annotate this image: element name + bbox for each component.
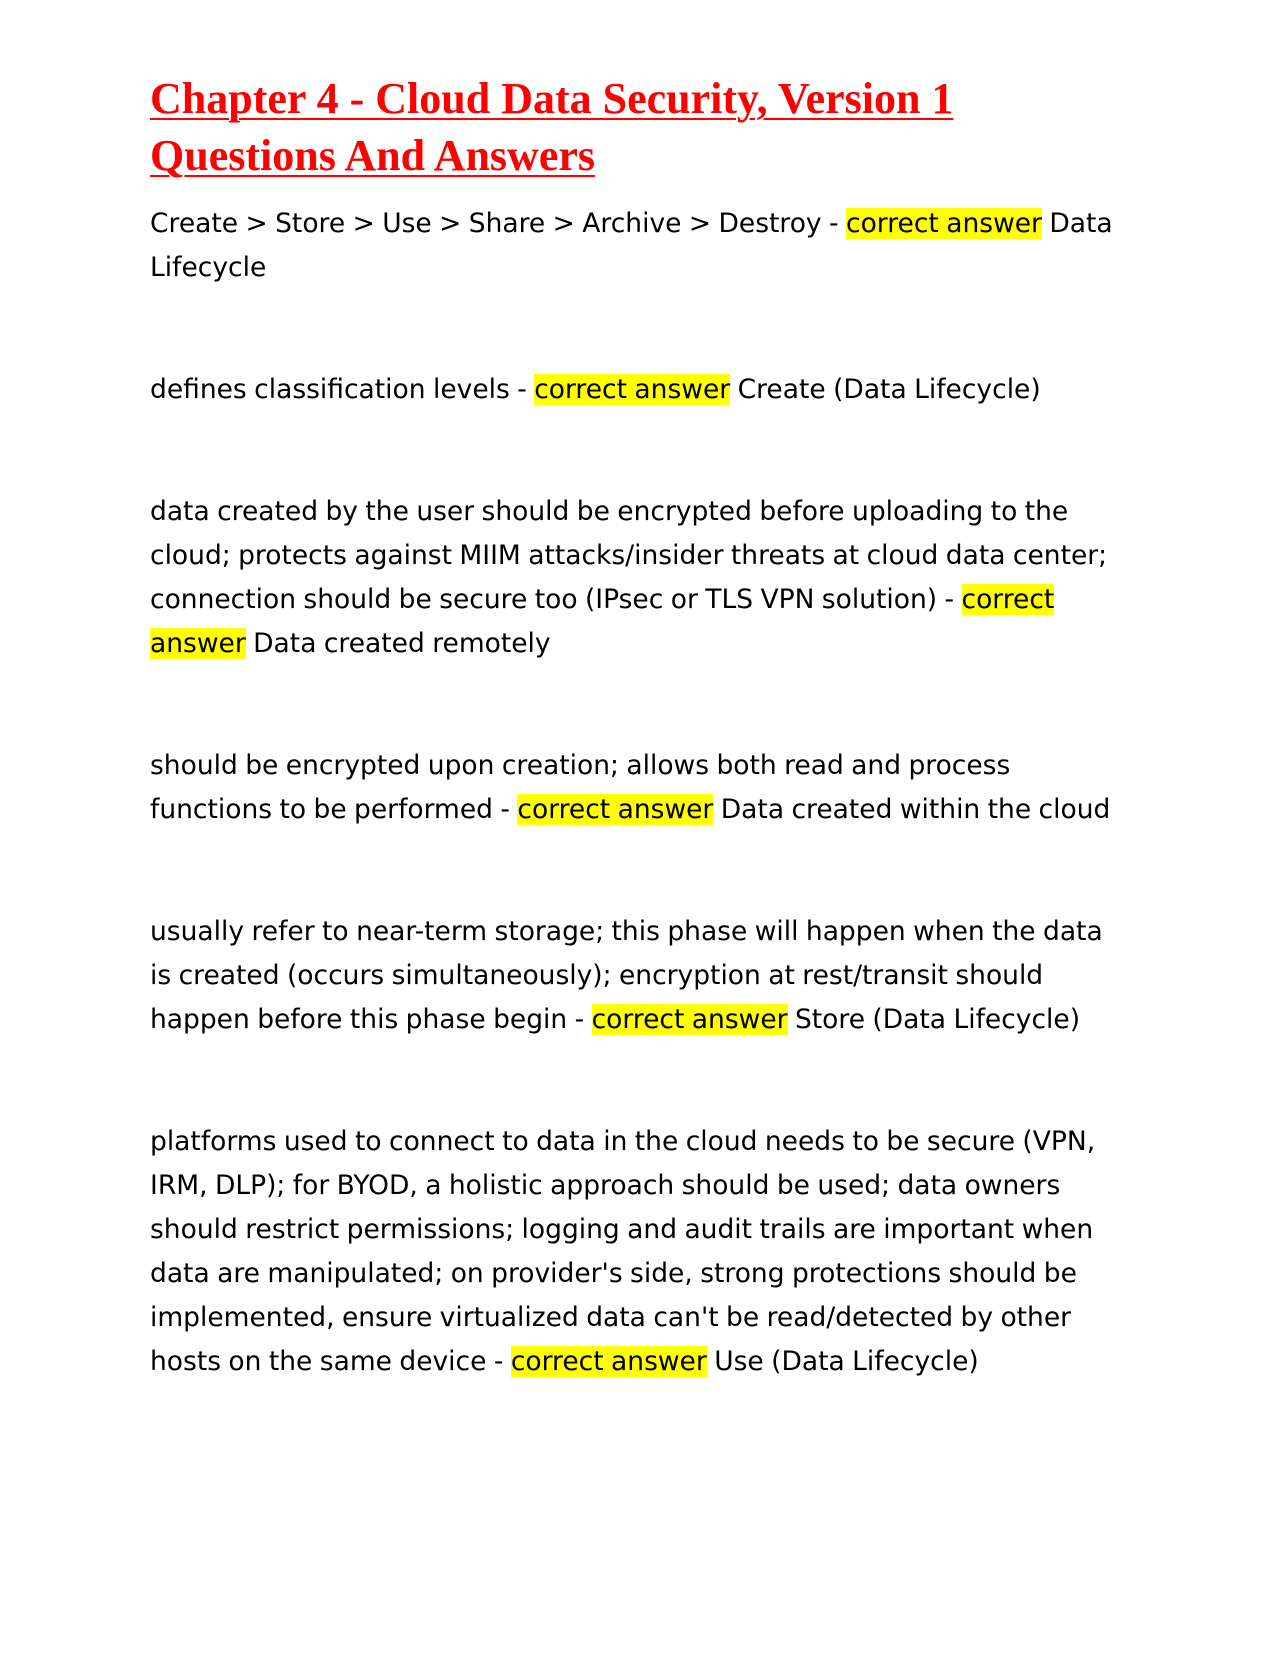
question-text: Create > Store > Use > Share > Archive > Destroy -: [150, 208, 847, 239]
question-text: data created by the user should be encrypted before uploading to the cloud; protects against MIIM attacks/insider threats at cloud data center; connection should be secure too (IPsec or TLS VPN solution) -: [150, 496, 1108, 615]
answer-text: Data created within the cloud: [720, 794, 1111, 825]
qa-item-3: [150, 490, 1130, 666]
answer-highlight: correct answer: [510, 1346, 707, 1377]
answer-text: Store (Data Lifecycle): [794, 1004, 1081, 1035]
document-page: [150, 70, 1130, 1462]
question-text: defines classification levels -: [150, 374, 535, 405]
qa-item-5: [150, 910, 1130, 1042]
question-text: usually refer to near-term storage; this phase will happen when the data is created (occurs simultaneously); encryption at rest/transit should happen before this phase begin -: [150, 916, 1103, 1035]
qa-item-6: [150, 1120, 1130, 1384]
answer-text: Data Lifecycle: [150, 208, 1113, 283]
answer-highlight: correct answer: [150, 584, 1055, 659]
qa-item-2: [150, 368, 1130, 412]
answer-highlight: correct answer: [846, 208, 1042, 239]
answer-highlight: correct answer: [591, 1004, 788, 1035]
qa-item-1: [150, 202, 1130, 290]
answer-text: Data created remotely: [253, 628, 551, 659]
answer-highlight: correct answer: [517, 794, 714, 825]
question-text: should be encrypted upon creation; allows both read and process functions to be performed -: [150, 750, 1011, 825]
answer-text: Use (Data Lifecycle): [714, 1346, 979, 1377]
document-title: Chapter 4 - Cloud Data Security, Version 1 Questions And Answers: [150, 74, 954, 180]
qa-item-4: [150, 744, 1130, 832]
answer-highlight: correct answer: [534, 374, 731, 405]
question-text: platforms used to connect to data in the cloud needs to be secure (VPN, IRM, DLP); for BYOD, a holistic approach should be used; data owners should restrict permissions; logging and audit trails are important when data are manipulated; on provider's side, strong protections should be implemented, ensure virtualized data can't be read/detected by other hosts on the same device -: [150, 1126, 1096, 1377]
answer-text: Create (Data Lifecycle): [737, 374, 1041, 405]
